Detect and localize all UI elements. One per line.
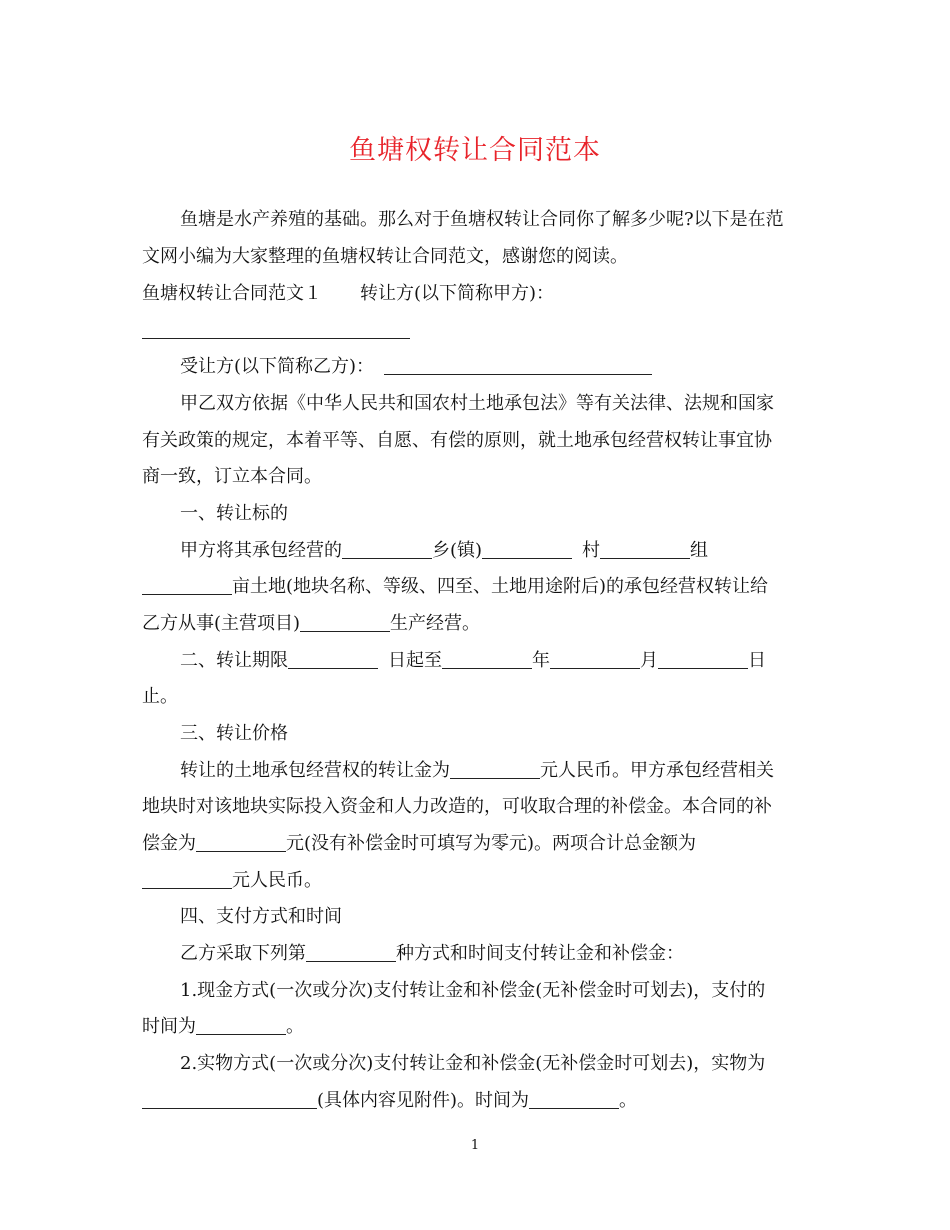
section-1-title: 一、转让标的 [180,503,288,524]
s4-text-e: 。 [286,1016,304,1037]
village-blank [600,540,690,559]
section-4-line-3 [142,1016,304,1038]
section-1-line-3 [142,613,480,635]
payment-method-blank [306,943,396,962]
s1-text-a: 甲方将其承包经营的 [180,540,342,561]
transferor-blank-line [142,320,410,342]
transferee-label: 受让方(以下简称乙方)： [180,356,375,377]
section-2-line-1 [180,650,766,672]
s4-text-g: (具体内容见附件)。时间为 [317,1090,530,1111]
sample-heading-line [142,283,554,305]
s3-text-b: 元人民币。甲方承包经营相关 [540,760,774,781]
section-2-line-2: 止。 [142,686,178,707]
s1-text-f: 乙方从事(主营项目) [142,613,301,634]
transferor-blank [142,320,410,339]
s4-text-d: 时间为 [142,1016,196,1037]
s2-text-c: 年 [532,650,550,671]
section-3-title: 三、转让价格 [180,723,288,744]
section-4-line-4: 2.实物方式(一次或分次)支付转让金和补偿金(无补偿金时可划去)，实物为 [180,1053,766,1074]
intro-line-1: 鱼塘是水产养殖的基础。那么对于鱼塘权转让合同你了解多少呢?以下是在范 [180,209,784,230]
transferee-blank [384,356,652,375]
section-4-title: 四、支付方式和时间 [180,906,342,927]
basis-line-2: 有关政策的规定，本着平等、自愿、有偿的原则，就土地承包经营权转让事宜协 [142,430,772,451]
section-4-line-5 [142,1090,637,1112]
section-4-line-1 [180,943,684,965]
cash-time-blank [196,1016,286,1035]
s1-text-b: 乡(镇) [432,540,483,561]
s1-text-g: 生产经营。 [390,613,481,634]
s1-text-d: 组 [690,540,709,561]
in-kind-blank [142,1090,317,1109]
township-blank [342,540,432,559]
page-number: 1 [470,1138,480,1153]
section-3-line-1 [180,760,774,782]
compensation-blank [196,833,286,852]
section-1-line-1 [180,540,708,562]
s3-text-a: 转让的土地承包经营权的转让金为 [180,760,450,781]
end-year-blank [442,650,532,669]
s3-text-e: 元(没有补偿金时可填写为零元)。两项合计总金额为 [286,833,697,854]
s2-text-d: 月 [640,650,658,671]
in-kind-time-blank [529,1090,619,1109]
total-amount-blank [142,870,232,889]
section-3-line-3 [142,833,696,855]
area-blank [142,576,232,595]
end-day-blank [658,650,748,669]
transferor-label: 转让方(以下简称甲方)： [360,283,555,304]
s3-text-f: 元人民币。 [232,870,322,891]
intro-line-2: 文网小编为大家整理的鱼塘权转让合同范文，感谢您的阅读。 [142,246,628,267]
s1-text-e: 亩土地(地块名称、等级、四至、土地用途附后)的承包经营权转让给 [232,576,769,597]
transfer-fee-blank [450,760,540,779]
township-name-blank [482,540,572,559]
basis-line-3: 商一致，订立本合同。 [142,466,322,487]
s4-text-a: 乙方采取下列第 [180,943,306,964]
project-blank [300,613,390,632]
transferee-line [180,356,652,378]
s2-text-a: 二、转让期限 [180,650,288,671]
s3-text-d: 偿金为 [142,833,196,854]
s2-text-b: 日起至 [388,650,442,671]
start-date-blank [288,650,378,669]
s2-text-e: 日 [748,650,766,671]
s4-text-b: 种方式和时间支付转让金和补偿金： [396,943,684,964]
basis-line-1: 甲乙双方依据《中华人民共和国农村土地承包法》等有关法律、法规和国家 [180,393,774,414]
section-1-line-2 [142,576,768,598]
end-month-blank [550,650,640,669]
s1-text-c: 村 [582,540,601,561]
section-3-line-2: 地块时对该地块实际投入资金和人力改造的，可收取合理的补偿金。本合同的补 [142,796,772,817]
sample-heading: 鱼塘权转让合同范文１ [142,283,322,304]
section-3-line-4 [142,870,322,892]
section-4-line-2: 1.现金方式(一次或分次)支付转让金和补偿金(无补偿金时可划去)，支付的 [180,980,766,1001]
s4-text-h: 。 [619,1090,638,1111]
document-title: 鱼塘权转让合同范本 [349,135,601,166]
